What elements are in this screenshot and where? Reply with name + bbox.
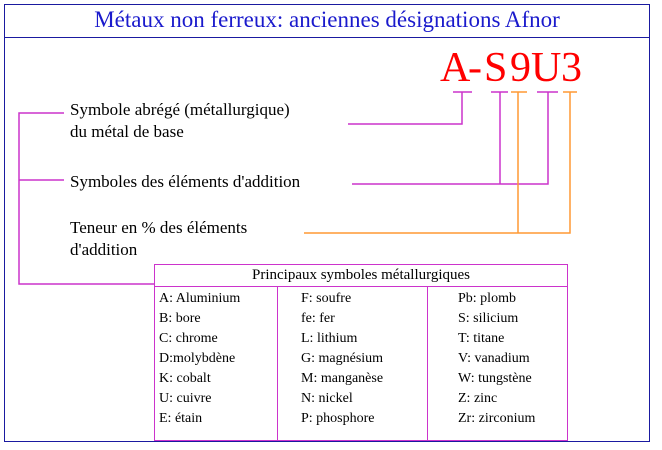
label-base-metal-2: du métal de base — [70, 122, 184, 141]
label-content-2: d'addition — [70, 240, 138, 259]
symbol-entry: N: nickel — [301, 391, 353, 406]
symbol-entry: K: cobalt — [159, 371, 211, 386]
symbol-entry: U: cuivre — [159, 391, 212, 406]
symbols-table — [154, 264, 568, 441]
label-base-metal-1: Symbole abrégé (métallurgique) — [70, 100, 290, 119]
column-divider-2 — [427, 287, 428, 440]
code-base-metal: A — [440, 45, 471, 91]
symbol-entry: G: magnésium — [301, 351, 384, 366]
label-addition-symbols: Symboles des éléments d'addition — [70, 172, 301, 191]
symbol-entry: D:molybdène — [159, 351, 236, 366]
symbol-entry: fe: fer — [301, 311, 335, 326]
symbols-column-2 — [301, 289, 383, 429]
label-content-1: Teneur en % des éléments — [70, 218, 248, 237]
symbol-entry: B: bore — [159, 311, 201, 326]
symbol-entry: F: soufre — [301, 291, 352, 306]
symbol-entry: E: étain — [159, 411, 203, 426]
symbol-entry: Z: zinc — [458, 391, 498, 406]
symbols-table-header: Principaux symboles métallurgiques — [155, 265, 567, 287]
symbol-entry: T: titane — [458, 331, 505, 346]
symbol-entry: L: lithium — [301, 331, 358, 346]
symbol-entry: S: silicium — [458, 311, 519, 326]
symbol-entry: C: chrome — [159, 331, 218, 346]
symbols-column-3 — [458, 289, 535, 429]
code-content-1: 9 — [510, 45, 531, 91]
line-content-2 — [304, 92, 570, 233]
symbol-entry: Pb: plomb — [458, 291, 516, 306]
symbol-entry: M: manganèse — [301, 371, 384, 386]
column-divider-1 — [277, 287, 278, 440]
symbol-entry: Zr: zirconium — [458, 411, 536, 426]
code-dash: - — [468, 45, 482, 91]
symbol-entry: A: Aluminium — [159, 291, 241, 306]
line-base-metal — [348, 92, 462, 124]
symbol-entry: P: phosphore — [301, 411, 375, 426]
symbol-entry: V: vanadium — [458, 351, 530, 366]
code-element-1: S — [484, 45, 508, 91]
symbols-column-1 — [159, 289, 240, 429]
code-content-2: 3 — [561, 45, 582, 91]
symbol-entry: W: tungstène — [458, 371, 532, 386]
diagram-title: Métaux non ferreux: anciennes désignations Afnor — [4, 4, 650, 38]
code-element-2: U — [531, 45, 562, 91]
